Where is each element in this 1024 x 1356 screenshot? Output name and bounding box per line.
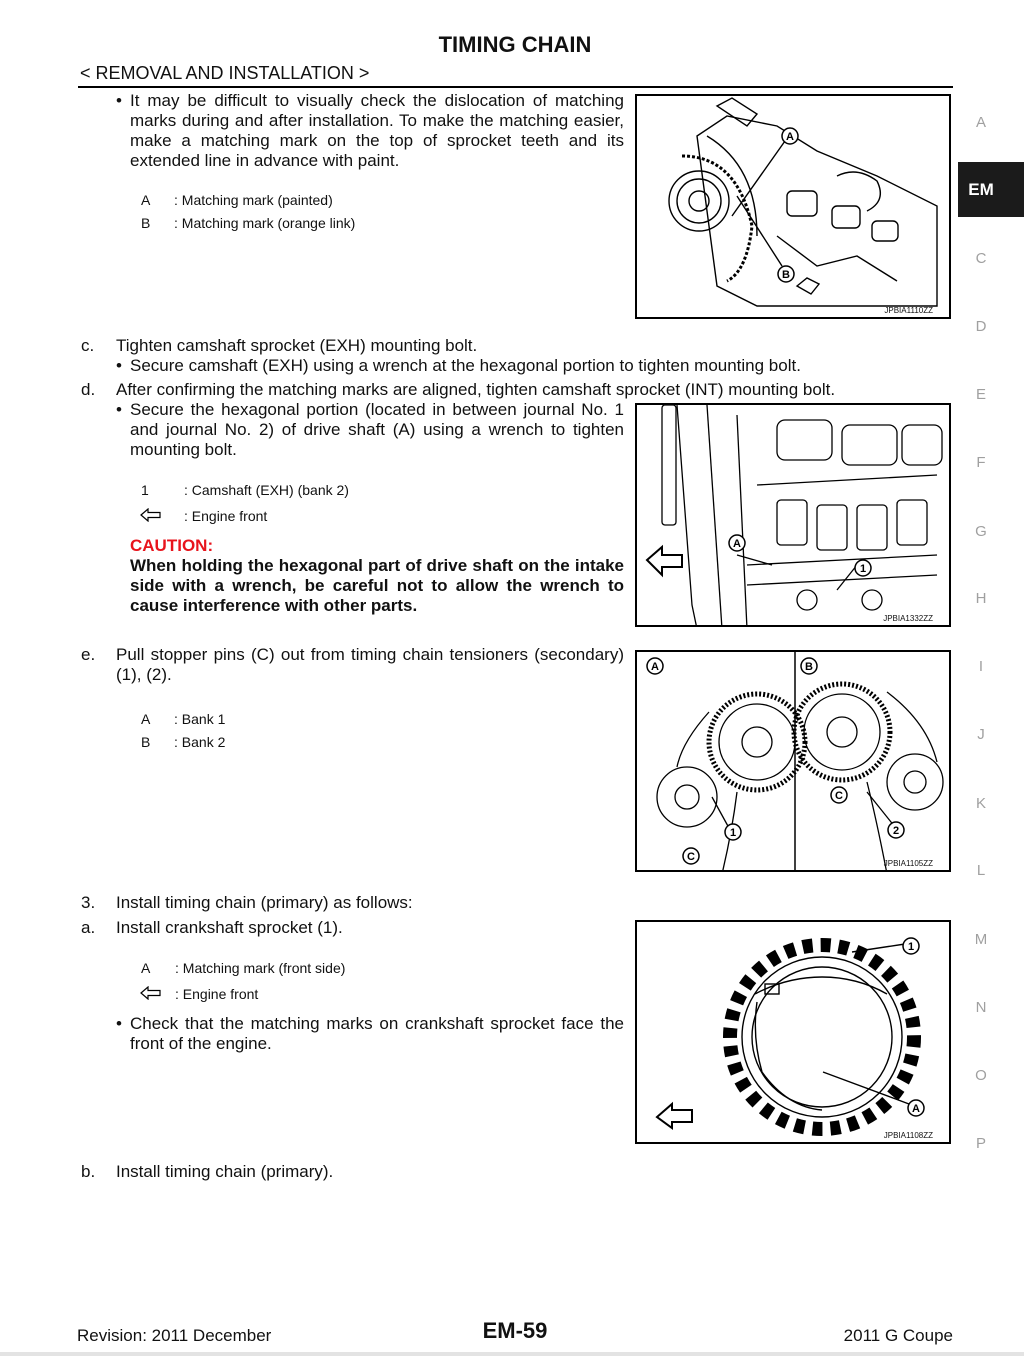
page-title: TIMING CHAIN (438, 32, 592, 57)
bullet-d-text: Secure the hexagonal portion (located in between journal No. 1 and journal No. 2) of drive shaft (A) using a wrench to tighten mounting bolt. (130, 400, 624, 459)
bullet-a-text: Check that the matching marks on crankshaft sprocket face the front of the engine. (130, 1014, 624, 1053)
figure-code: JPBIA1108ZZ (883, 1131, 933, 1140)
callout-b: B (782, 269, 790, 281)
callout-2: 2 (892, 825, 900, 837)
legend-text: : Bank 1 (174, 711, 226, 727)
callout-a: A (651, 661, 659, 673)
legend-text: : Matching mark (front side) (175, 960, 346, 976)
callout-b: B (805, 661, 813, 673)
step-e-text: Pull stopper pins (C) out from timing chain tensioners (secondary) (1), (2). (116, 645, 624, 684)
figure-code: JPBIA1110ZZ (884, 306, 933, 315)
legend-key: A (141, 711, 151, 727)
engine-front-arrow-icon (140, 986, 162, 1000)
legend-text: : Engine front (184, 508, 268, 524)
step-marker: e. (81, 645, 96, 664)
step-c-text: Tighten camshaft sprocket (EXH) mounting bolt. (116, 336, 478, 355)
legend-key: A (141, 960, 151, 976)
bullet-c-text: Secure camshaft (EXH) using a wrench at the hexagonal portion to tighten mounting bolt. (130, 356, 801, 375)
sidebar-tab-l[interactable]: L (976, 862, 986, 879)
sidebar-tab-p[interactable]: P (975, 1135, 986, 1152)
caution-heading: CAUTION: (130, 536, 214, 555)
callout-c: C (835, 790, 843, 802)
figure-chain-tensioners (635, 650, 951, 872)
figure-drive-shaft-hexagonal (635, 403, 951, 627)
legend-key: B (141, 215, 151, 231)
sidebar-tab-j[interactable]: J (977, 726, 985, 743)
callout-1: 1 (729, 827, 737, 839)
footer-revision: Revision: 2011 December (77, 1326, 272, 1345)
step-3-text: Install timing chain (primary) as follows: (116, 893, 413, 912)
callout-c: C (687, 851, 695, 863)
sidebar-tab-d[interactable]: D (975, 318, 987, 335)
step-d-text: After confirming the matching marks are aligned, tighten camshaft sprocket (INT) mounting bolt. (116, 380, 836, 399)
crankshaft-sprocket-illustration (637, 922, 951, 1144)
bullet-glyph: • (116, 356, 122, 375)
header-divider (78, 86, 953, 88)
callout-a: A (786, 131, 794, 143)
legend-key: 1 (141, 482, 149, 498)
engine-illustration-1 (637, 96, 951, 319)
sidebar-tab-c[interactable]: C (975, 250, 987, 267)
page-bottom-edge (0, 1352, 1024, 1356)
page-number: EM-59 (482, 1318, 548, 1343)
legend-key: B (141, 734, 151, 750)
legend-text: : Camshaft (EXH) (bank 2) (184, 482, 349, 498)
engine-front-arrow-icon (140, 508, 162, 522)
bullet-glyph: • (116, 91, 122, 110)
callout-1: 1 (859, 563, 867, 575)
legend-text: : Matching mark (orange link) (174, 215, 356, 231)
legend-key: A (141, 192, 151, 208)
breadcrumb: < REMOVAL AND INSTALLATION > (80, 63, 370, 83)
callout-1: 1 (907, 941, 915, 953)
figure-crankshaft-sprocket (635, 920, 951, 1144)
caution-text: When holding the hexagonal part of drive shaft on the intake side with a wrench, be careful not to allow the wrench to cause interference with other parts. (130, 556, 624, 615)
step-marker: c. (81, 336, 95, 355)
sidebar-tab-h[interactable]: H (975, 590, 987, 607)
sidebar-tab-m[interactable]: M (974, 931, 988, 948)
sidebar-tab-n[interactable]: N (975, 999, 987, 1016)
sidebar-tab-i[interactable]: I (978, 658, 984, 675)
engine-illustration-2 (637, 405, 951, 627)
legend-text: : Bank 2 (174, 734, 226, 750)
sidebar-tab-f[interactable]: F (976, 454, 986, 471)
sidebar-tab-k[interactable]: K (975, 795, 986, 812)
sidebar-tab-a[interactable]: A (975, 114, 986, 131)
engine-illustration-3 (637, 652, 951, 872)
step-marker: a. (81, 918, 96, 937)
sidebar-tab-em[interactable]: EM (958, 162, 1024, 217)
figure-camshaft-sprocket-matching-marks (635, 94, 951, 319)
bullet-glyph: • (116, 400, 122, 419)
legend-text: : Matching mark (painted) (174, 192, 333, 208)
step-b-text: Install timing chain (primary). (116, 1162, 334, 1181)
sidebar-tab-e[interactable]: E (975, 386, 986, 403)
sidebar-tab-g[interactable]: G (975, 523, 987, 540)
sidebar-tab-o[interactable]: O (975, 1067, 987, 1084)
bullet-matching-marks: It may be difficult to visually check the dislocation of matching marks during and after installation. To make the matching easier, make a matching mark on the top of sprocket teeth and its extended line in advance with paint. (130, 91, 624, 170)
bullet-glyph: • (116, 1014, 122, 1033)
figure-code: JPBIA1105ZZ (883, 859, 933, 868)
callout-a: A (733, 538, 741, 550)
step-marker: 3. (81, 893, 96, 912)
callout-a: A (912, 1103, 920, 1115)
step-marker: b. (81, 1162, 96, 1181)
step-a-text: Install crankshaft sprocket (1). (116, 918, 343, 937)
figure-code: JPBIA1332ZZ (883, 614, 933, 623)
legend-text: : Engine front (175, 986, 259, 1002)
step-marker: d. (81, 380, 96, 399)
footer-model: 2011 G Coupe (843, 1326, 953, 1345)
